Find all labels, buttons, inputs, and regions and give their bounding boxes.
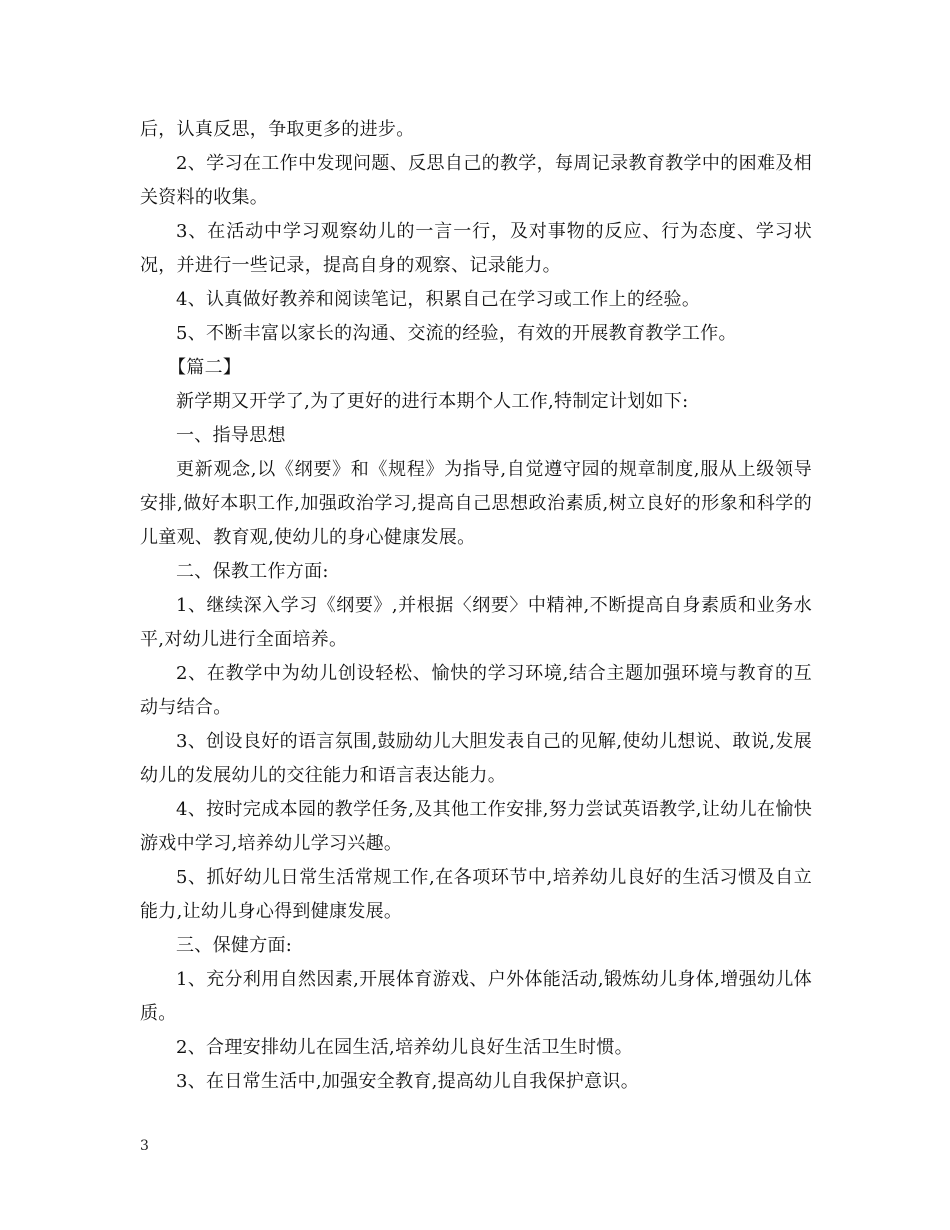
paragraph-continuation: 后，认真反思，争取更多的进步。 bbox=[140, 119, 415, 140]
heading-health-care: 三、保健方面: bbox=[176, 935, 293, 956]
paragraph-body: 更新观念,以《纲要》和《规程》为指导,自觉遵守园的规章制度,服从上级领导安排,做好本职工作,加强政治学习,提高自己思想政治素质,树立良好的形象和科学的儿童观、教育观,使幼儿的身心健康发展。 bbox=[140, 459, 812, 548]
paragraph-item: 3、创设良好的语言氛围,鼓励幼儿大胆发表自己的见解,使幼儿想说、敢说,发展幼儿的发展幼儿的交往能力和语言表达能力。 bbox=[140, 731, 812, 786]
paragraph-item: 3、在日常生活中,加强安全教育,提高幼儿自我保护意识。 bbox=[176, 1071, 639, 1092]
paragraph-item: 3、在活动中学习观察幼儿的一言一行，及对事物的反应、行为态度、学习状况，并进行一些记录，提高自身的观察、记录能力。 bbox=[140, 221, 812, 276]
paragraph-item: 5、不断丰富以家长的沟通、交流的经验，有效的开展教育教学工作。 bbox=[176, 323, 737, 344]
paragraph-item: 5、抓好幼儿日常生活常规工作,在各项环节中,培养幼儿良好的生活习惯及自立能力,让幼儿身心得到健康发展。 bbox=[140, 867, 812, 922]
page-number: 3 bbox=[140, 1138, 149, 1154]
section-title: 【篇二】 bbox=[168, 357, 242, 378]
paragraph-item: 2、学习在工作中发现问题、反思自己的教学，每周记录教育教学中的困难及相关资料的收集。 bbox=[140, 153, 812, 208]
paragraph-intro: 新学期又开学了,为了更好的进行本期个人工作,特制定计划如下: bbox=[176, 391, 689, 412]
paragraph-item: 4、按时完成本园的教学任务,及其他工作安排,努力尝试英语教学,让幼儿在愉快游戏中学习,培养幼儿学习兴趣。 bbox=[140, 799, 812, 854]
paragraph-item: 1、继续深入学习《纲要》,并根据〈纲要〉中精神,不断提高自身素质和业务水平,对幼儿进行全面培养。 bbox=[140, 595, 812, 650]
paragraph-item: 2、在教学中为幼儿创设轻松、愉快的学习环境,结合主题加强环境与教育的互动与结合。 bbox=[140, 663, 812, 718]
paragraph-item: 4、认真做好教养和阅读笔记，积累自己在学习或工作上的经验。 bbox=[176, 289, 701, 310]
heading-guiding-thought: 一、指导思想 bbox=[176, 425, 286, 446]
paragraph-item: 1、充分利用自然因素,开展体育游戏、户外体能活动,锻炼幼儿身体,增强幼儿体质。 bbox=[140, 969, 812, 1024]
heading-education-work: 二、保教工作方面: bbox=[176, 561, 329, 582]
document-body bbox=[140, 113, 812, 1099]
paragraph-item: 2、合理安排幼儿在园生活,培养幼儿良好生活卫生时惯。 bbox=[176, 1037, 633, 1058]
